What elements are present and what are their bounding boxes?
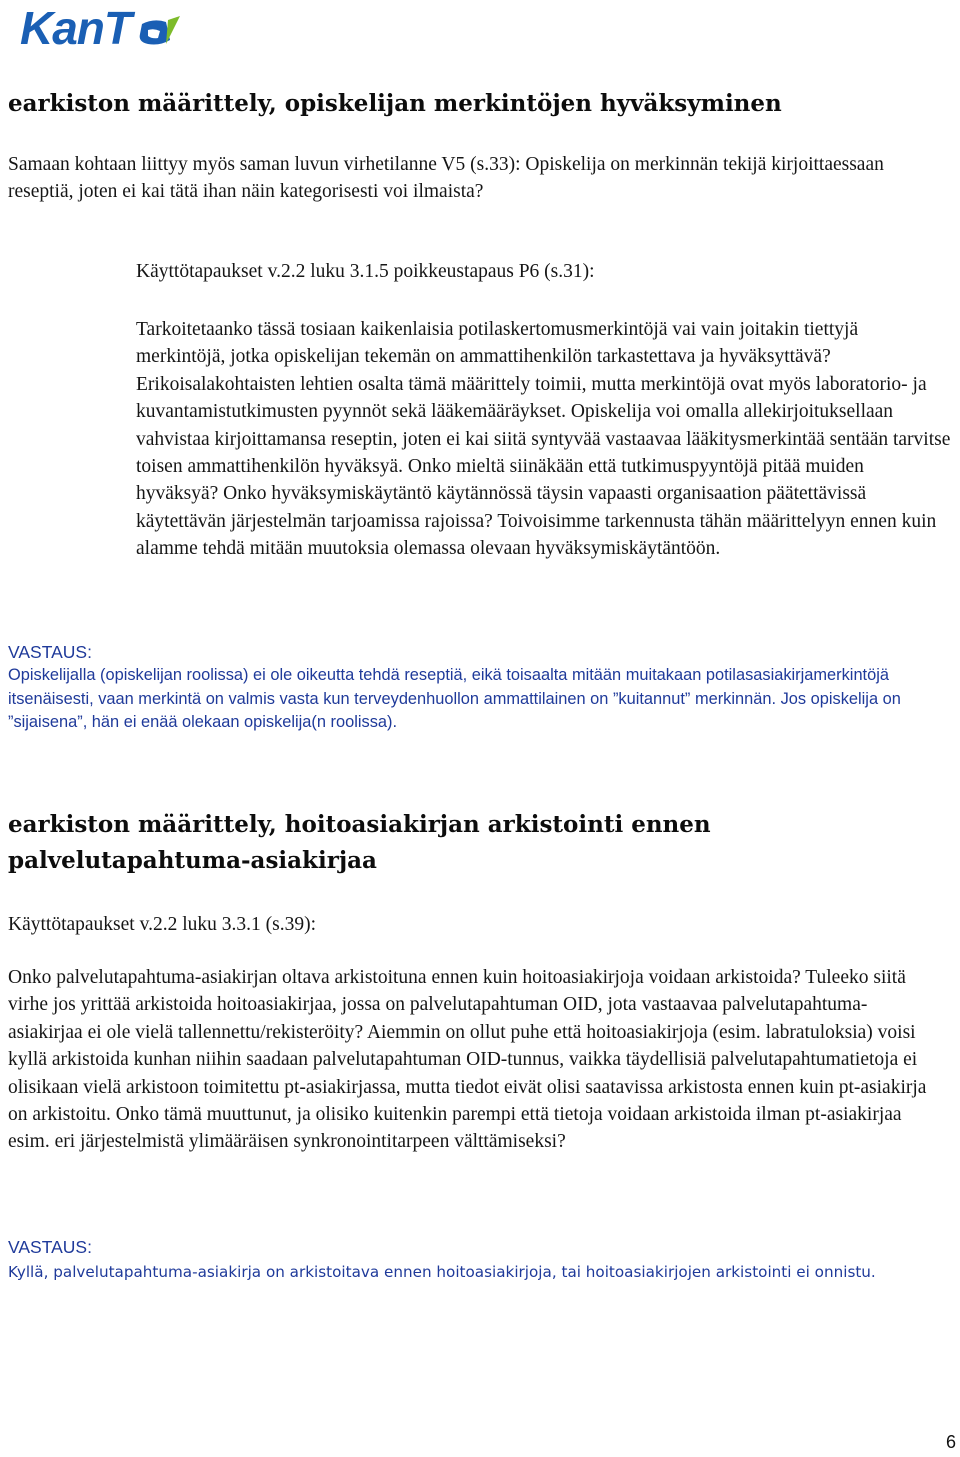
section2-answer: Kyllä, palvelutapahtuma-asiakirja on arkistoitava ennen hoitoasiakirjoja, tai hoitoasiakirjojen arkistointi ei onnistu.: [8, 1263, 876, 1281]
section2-title: earkiston määrittely, hoitoasiakirjan arkistointi ennen palvelutapahtuma-asiakirjaa: [8, 811, 711, 874]
kanta-logo-graphic: [20, 4, 190, 52]
section2-reference: Käyttötapaukset v.2.2 luku 3.3.1 (s.39):: [8, 914, 316, 935]
section1-intro: Samaan kohtaan liittyy myös saman luvun virhetilanne V5 (s.33): Opiskelija on merkinnän tekijä kirjoittaessaan reseptiä, joten ei kai tätä ihan näin kategorisesti voi ilmaista?: [8, 154, 884, 203]
section1-answer: Opiskelijalla (opiskelijan roolissa) ei ole oikeutta tehdä reseptiä, eikä toisaalta mitään muitakaan potilasasiakirjamerkintöjä itsenäisesti, vaan merkintä on valmis vasta kun terveydenhuollon ammattilainen on ”kuitannut” merkinnän. Jos opiskelija on ”sijaisena”, hän ei enää olekaan opiskelija(n roolissa).: [8, 666, 901, 731]
page-number: 6: [945, 1432, 956, 1452]
svg-text:KanT: KanT: [20, 4, 131, 52]
section1-answer-label: VASTAUS:: [8, 642, 92, 662]
section1-reference: Käyttötapaukset v.2.2 luku 3.1.5 poikkeustapaus P6 (s.31):: [136, 261, 595, 282]
section2-question: Onko palvelutapahtuma-asiakirjan oltava arkistoituna ennen kuin hoitoasiakirjoja voidaan arkistoida? Tuleeko siitä virhe jos yrittää arkistoida hoitoasiakirjaa, jossa on palvelutapahtuman OID, jota vastaavaa palvelutapahtuma-asiakirjaa ei ole vielä tallennettu/rekisteröity? Aiemmin on ollut puhe että hoitoasiakirjoja (esim. labratuloksia) voisi kyllä arkistoida kunhan niihin saadaan palvelutapahtuman OID-tunnus, vaikka täydellisiä palvelutapahtumatietoja ei olisikaan vielä arkistoon toimitettu pt-asiakirjassa, mutta tiedot eivät olisi saatavissa arkistosta ennen kuin pt-asiakirja on arkistoitu. Onko tämä muuttunut, ja olisiko kuitenkin parempi että tietoja voidaan arkistoida ilman pt-asiakirjaa esim. eri järjestelmistä ylimääräisen synkronointitarpeen välttämiseksi?: [8, 967, 927, 1153]
section2-answer-label: VASTAUS:: [8, 1237, 92, 1257]
section1-title: earkiston määrittely, opiskelijan merkintöjen hyväksyminen: [8, 90, 782, 117]
section1-question: Tarkoitetaanko tässä tosiaan kaikenlaisia potilaskertomusmerkintöjä vai vain joitakin tiettyjä merkintöjä, jotka opiskelijan tekemän on ammattihenkilön tarkastettava ja hyväksyttävä? Erikoisalakohtaisten lehtien osalta tämä määrittely toimii, mutta merkintöjä ovat myös laboratorio- ja kuvantamistutkimusten pyynnöt sekä lääkemääräykset. Opiskelija voi omalla allekirjoituksellaan vahvistaa kirjoittamansa reseptin, joten ei kai siitä syntyvää vastaavaa lääkitysmerkintää sentään tarvitse toisen ammattihenkilön hyväksyä. Onko mieltä siinäkään että tutkimuspyyntöjä pitää muiden hyväksyä? Onko hyväksymiskäytäntö käytännössä täysin vapaasti organisaation päätettävissä käytettävän järjestelmän tarjoamissa rajoissa? Toivoisimme tarkennusta tähän määrittelyyn ennen kuin alamme tehdä mitään muutoksia olemassa olevaan hyväksymiskäytäntöön.: [136, 319, 951, 560]
kanta-logo: [20, 4, 190, 52]
